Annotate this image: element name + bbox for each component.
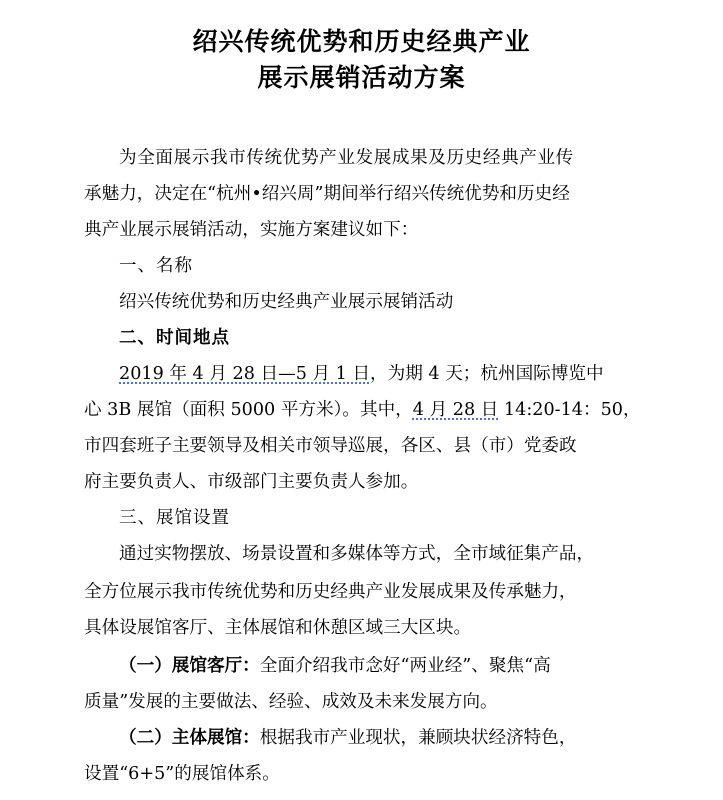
section3-line1: 通过实物摆放、场景设置和多媒体等方式，全市域征集产品， (119, 544, 595, 564)
event-date: 4 月 28 日 (412, 400, 499, 420)
section2-line4: 府主要负责人、市级部门主要负责人参加。 (84, 472, 419, 492)
section3-line3: 具体设展馆客厅、主体展馆和休憩区域三大区块。 (84, 618, 472, 638)
section2-line1-rest: ，为期 4 天；杭州国际博览中 (370, 364, 604, 384)
item2-text1: 根据我市产业现状，兼顾块状经济特色， (259, 728, 577, 748)
intro-line3: 典产业展示展销活动，实施方案建议如下： (84, 220, 419, 240)
section1-text: 绍兴传统优势和历史经典产业展示展销活动 (119, 292, 454, 312)
document-title-line1: 绍兴传统优势和历史经典产业 (192, 27, 531, 56)
item1-label: （一）展馆客厅： (119, 656, 260, 676)
section2-line2 (84, 392, 723, 428)
intro-line1: 为全面展示我市传统优势产业发展成果及历史经典产业传 (119, 148, 574, 168)
section3-heading: 三、展馆设置 (119, 508, 230, 528)
section2-line2-b: 14:20-14：50， (498, 400, 641, 420)
document-title-line2: 展示展销活动方案 (257, 63, 466, 92)
section2-heading: 二、时间地点 (119, 328, 230, 348)
item1-text1: 全面介绍我市念好“两业经”、聚焦“高 (259, 656, 551, 676)
section3-item1-line2: 质量”发展的主要做法、经验、成效及未来发展方向。 (84, 692, 498, 712)
section3-item2-line2: 设置“6+5”的展馆体系。 (84, 764, 280, 784)
date-range: 2019 年 4 月 28 日—5 月 1 日 (119, 364, 371, 384)
section3-item1-line1 (119, 648, 723, 684)
section1-heading: 一、名称 (119, 256, 193, 276)
section2-line2-a: 心 3B 展馆（面积 5000 平方米）。其中， (84, 400, 413, 420)
section3-item2-line1 (119, 720, 723, 756)
section2-line3: 市四套班子主要领导及相关市领导巡展，各区、县（市）党委政 (84, 436, 577, 456)
section2-line1 (119, 356, 723, 392)
section3-line2: 全方位展示我市传统优势和历史经典产业发展成果及传承魅力， (84, 582, 577, 602)
intro-line2: 承魅力，决定在“杭州•绍兴周”期间举行绍兴传统优势和历史经 (84, 184, 570, 204)
item2-label: （二）主体展馆： (119, 728, 260, 748)
